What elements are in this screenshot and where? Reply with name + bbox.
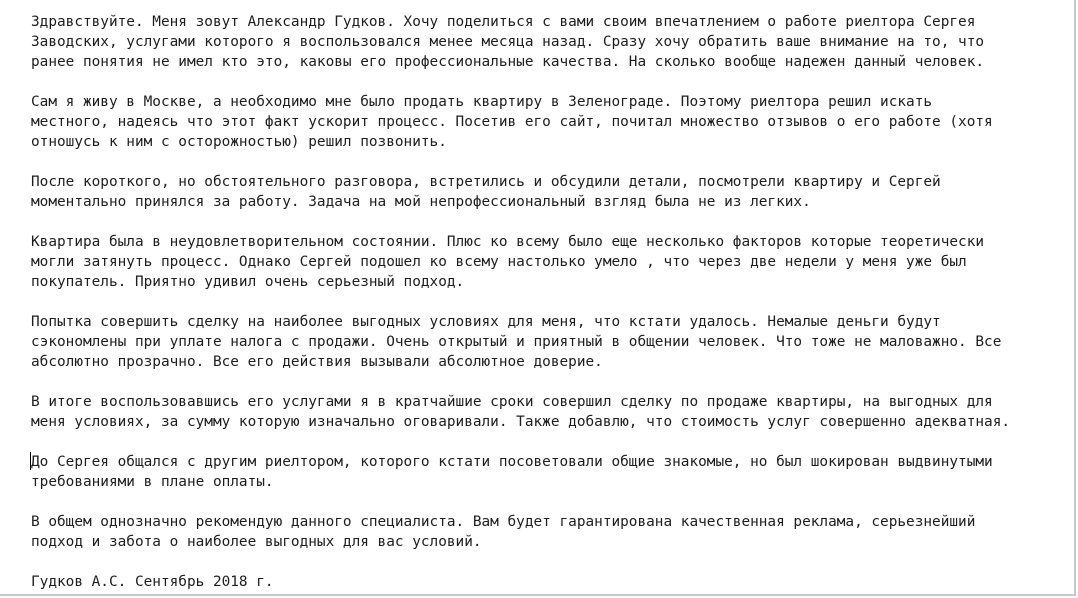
blank-line xyxy=(31,432,1071,452)
text-line: Сам я живу в Москве, а необходимо мне было продать квартиру в Зеленограде. Поэтому риелтора решил искать xyxy=(31,94,933,110)
text-line: Гудков А.С. Сентябрь 2018 г. xyxy=(31,574,274,590)
text-line: покупатель. Приятно удивил очень серьезный подход. xyxy=(31,274,465,290)
text-line: моментально принялся за работу. Задача на мой непрофессиональный взгляд была не из легких. xyxy=(31,194,811,210)
text-line: Заводских, услугами которого я воспользовался менее месяца назад. Сразу хочу обратить ваше внимание на то, что xyxy=(31,34,985,50)
blank-line xyxy=(31,552,1071,572)
text-line: ранее понятия не имел кто это, каковы его профессиональные качества. На сколько вообще надежен данный человек. xyxy=(31,54,985,70)
paragraph xyxy=(31,392,1071,432)
blank-line xyxy=(31,492,1071,512)
paragraph xyxy=(31,512,1071,552)
paragraph xyxy=(31,172,1071,212)
paragraph xyxy=(31,92,1071,152)
text-line: Квартира была в неудовлетворительном состоянии. Плюс ко всему было еще несколько факторов которые теоретически xyxy=(31,234,985,250)
text-line: отношусь к ним с осторожностью) решил позвонить. xyxy=(31,134,447,150)
blank-line xyxy=(31,152,1071,172)
text-line: В итоге воспользовавшись его услугами я в кратчайшие сроки совершил сделку по продаже квартиры, на выгодных для xyxy=(31,394,993,410)
blank-line xyxy=(31,212,1071,232)
text-line: Здравствуйте. Меня зовут Александр Гудков. Хочу поделиться с вами своим впечатлением о работе риелтора Сергея xyxy=(31,14,976,30)
paragraph xyxy=(31,12,1071,72)
text-line: подход и забота о наиболее выгодных для вас условий. xyxy=(31,534,482,550)
paragraph xyxy=(31,572,1071,592)
text-line: могли затянуть процесс. Однако Сергей подошел ко всему настолько умело , что через две недели у меня уже был xyxy=(31,254,967,270)
text-line: требованиями в плане оплаты. xyxy=(31,474,274,490)
text-line: сэкономлены при уплате налога с продажи. Очень открытый и приятный в общении человек. Что тоже не маловажно. Все xyxy=(31,334,1002,350)
text-cursor xyxy=(30,452,31,470)
text-line: До Сергея общался с другим риелтором, которого кстати посоветовали общие знакомые, но был шокирован выдвинутыми xyxy=(31,454,993,470)
text-line: местного, надеясь что этот факт ускорит процесс. Посетив его сайт, почитал множество отзывов о его работе (хотя xyxy=(31,114,993,130)
paragraph xyxy=(31,232,1071,292)
text-line: меня условиях, за сумму которую изначально оговаривали. Также добавлю, что стоимость услуг совершенно адекватная. xyxy=(31,414,1011,430)
text-editor[interactable] xyxy=(31,12,1071,592)
text-line: Попытка совершить сделку на наиболее выгодных условиях для меня, что кстати удалось. Немалые деньги будут xyxy=(31,314,941,330)
text-line: абсолютно прозрачно. Все его действия вызывали абсолютное доверие. xyxy=(31,354,603,370)
blank-line xyxy=(31,372,1071,392)
text-line: В общем однозначно рекомендую данного специалиста. Вам будет гарантирована качественная реклама, серьезнейший xyxy=(31,514,976,530)
paragraph xyxy=(31,452,1071,492)
blank-line xyxy=(31,292,1071,312)
text-line: После короткого, но обстоятельного разговора, встретились и обсудили детали, посмотрели квартиру и Сергей xyxy=(31,174,941,190)
blank-line xyxy=(31,72,1071,92)
paragraph xyxy=(31,312,1071,372)
